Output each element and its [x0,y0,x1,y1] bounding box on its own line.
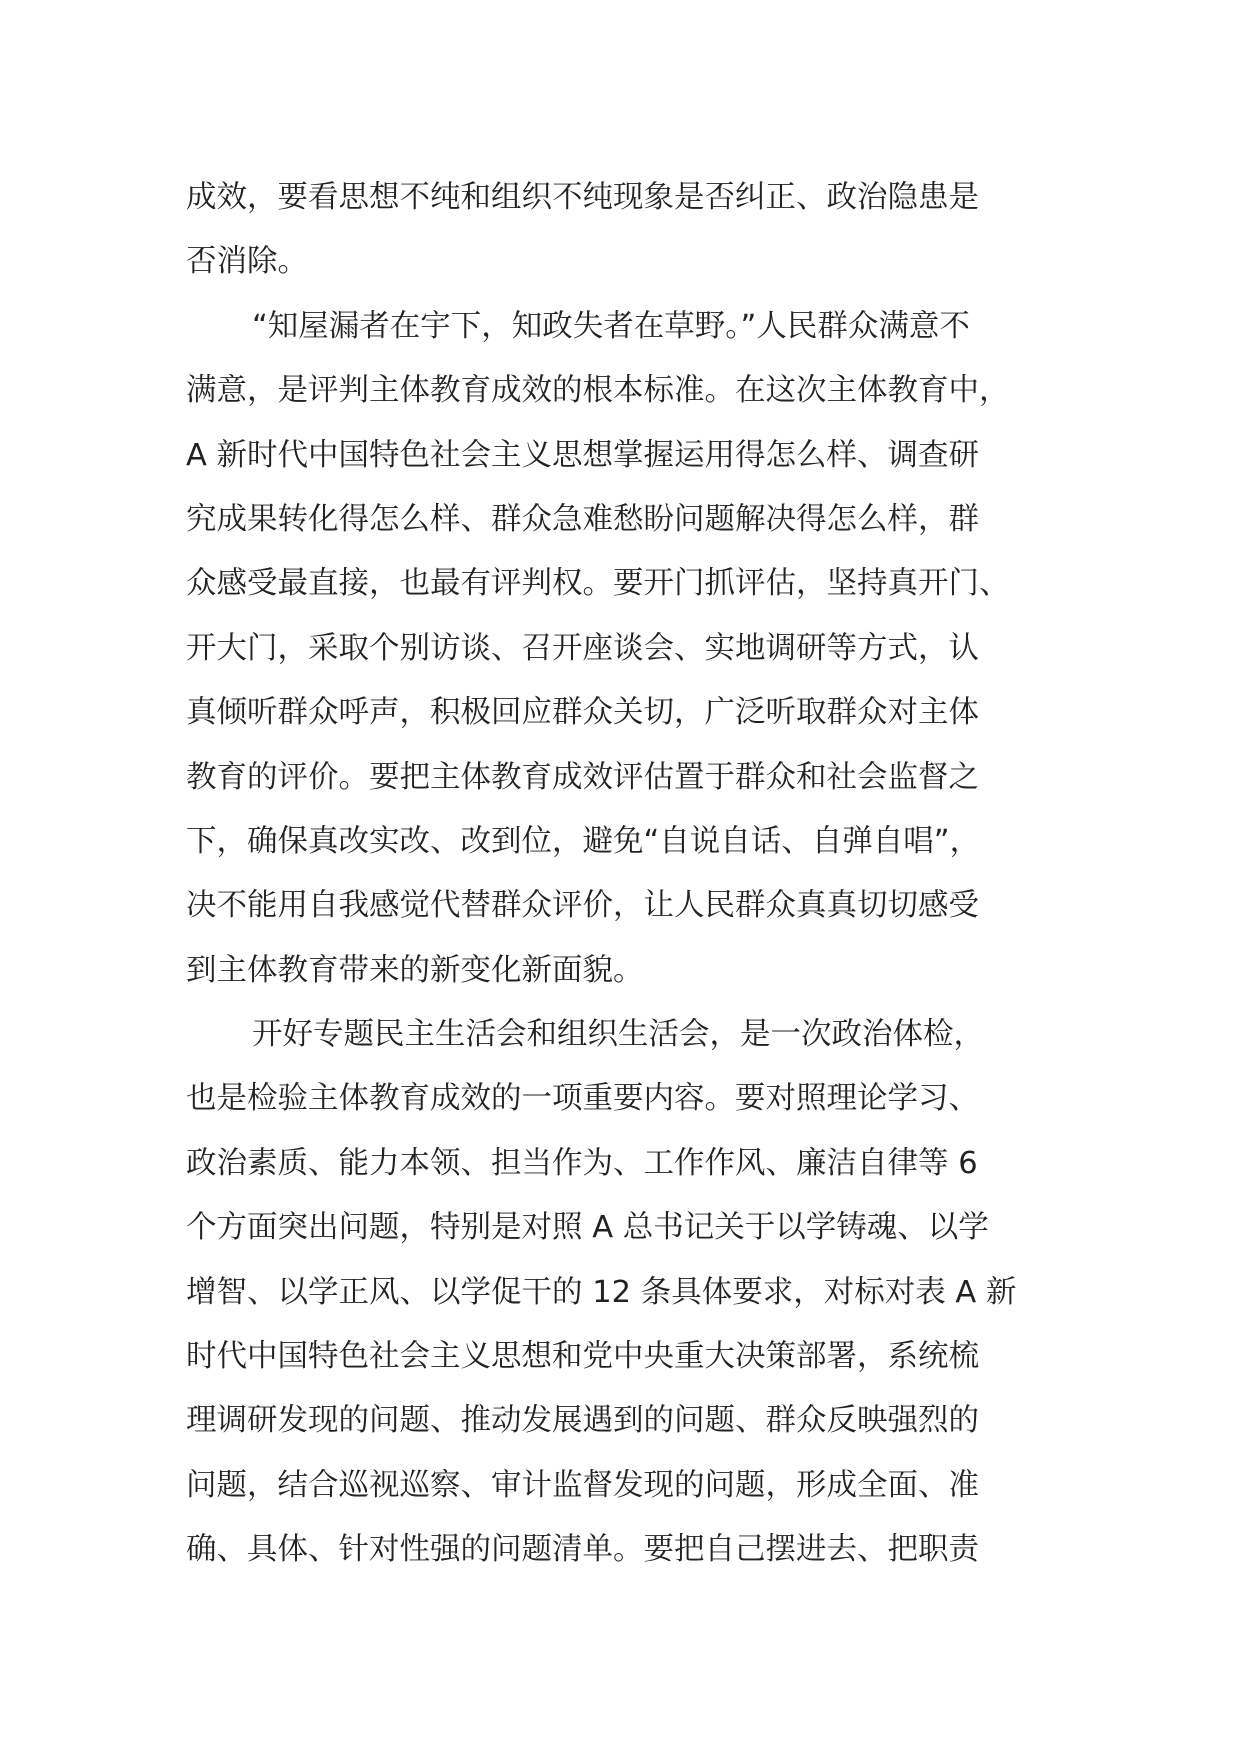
text-line: 也是检验主体教育成效的一项重要内容。要对照理论学习、 [186,1081,979,1117]
text-line: 确、具体、针对性强的问题清单。要把自己摆进去、把职责 [186,1532,979,1568]
text-line: 否消除。 [186,244,308,280]
text-line: 理调研发现的问题、推动发展遇到的问题、群众反映强烈的 [186,1403,979,1439]
text-line: 究成果转化得怎么样、群众急难愁盼问题解决得怎么样，群 [186,501,979,537]
text-line: 时代中国特色社会主义思想和党中央重大决策部署，系统梳 [186,1339,979,1375]
body-text [186,166,1066,1583]
text-line: A 新时代中国特色社会主义思想掌握运用得怎么样、调查研 [186,437,980,473]
text-line: 决不能用自我感觉代替群众评价，让人民群众真真切切感受 [186,888,979,924]
text-line: 增智、以学正风、以学促干的 12 条具体要求，对标对表 A 新 [186,1274,1017,1310]
paragraph-start-line: 开好专题民主生活会和组织生活会，是一次政治体检， [252,1017,984,1053]
paragraph-start-line: “知屋漏者在宇下，知政失者在草野。”人民群众满意不 [252,308,970,344]
text-line: 成效，要看思想不纯和组织不纯现象是否纠正、政治隐患是 [186,180,979,215]
text-line: 开大门，采取个别访谈、召开座谈会、实地调研等方式，认 [186,630,979,666]
text-line: 下，确保真改实改、改到位，避免“自说自话、自弹自唱”， [186,823,981,859]
text-line: 问题，结合巡视巡察、审计监督发现的问题，形成全面、准 [186,1467,979,1503]
text-line: 个方面突出问题，特别是对照 A 总书记关于以学铸魂、以学 [186,1210,989,1246]
text-line: 真倾听群众呼声，积极回应群众关切，广泛听取群众对主体 [186,695,979,731]
text-line: 众感受最直接，也最有评判权。要开门抓评估，坚持真开门、 [186,566,1010,602]
text-line: 教育的评价。要把主体教育成效评估置于群众和社会监督之 [186,759,979,795]
text-line: 政治素质、能力本领、担当作为、工作作风、廉洁自律等 6 [186,1145,978,1181]
text-line: 到主体教育带来的新变化新面貌。 [186,952,644,988]
text-line: 满意，是评判主体教育成效的根本标准。在这次主体教育中， [186,373,1010,409]
